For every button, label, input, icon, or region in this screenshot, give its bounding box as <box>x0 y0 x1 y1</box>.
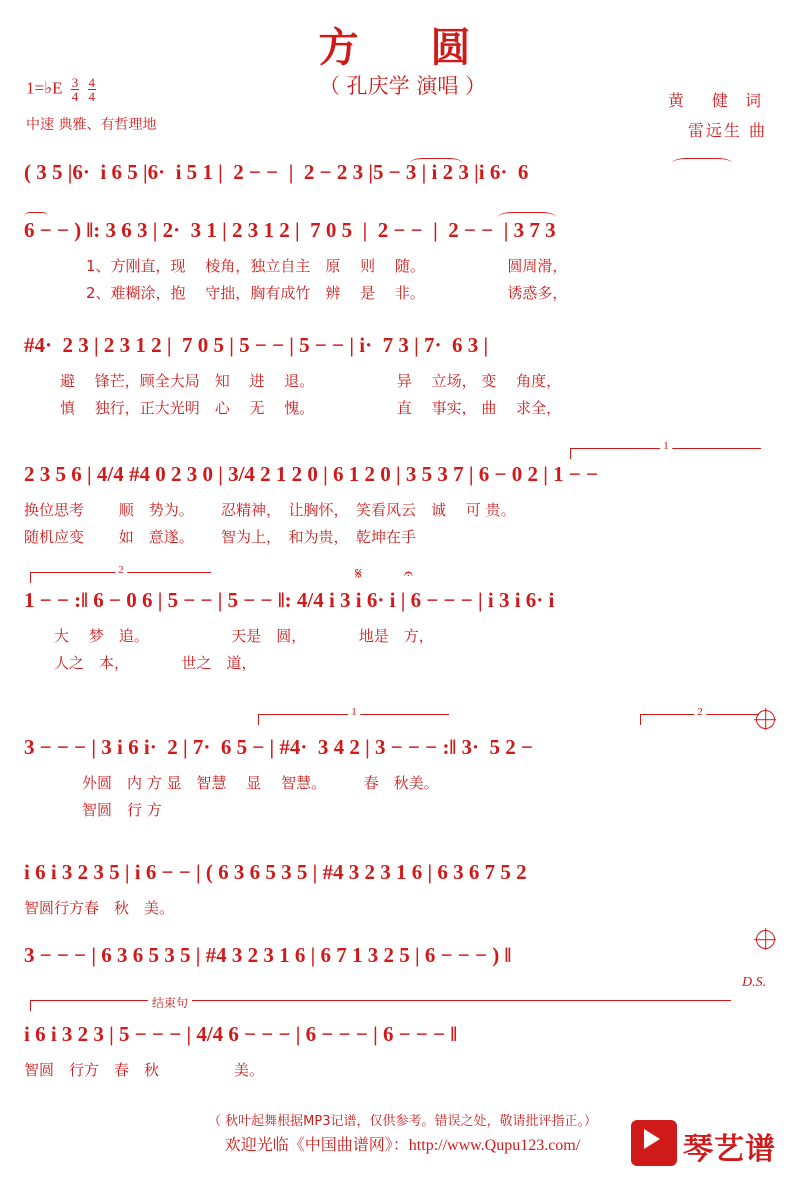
system-8 <box>24 943 782 968</box>
logo-mark-icon <box>631 1120 677 1166</box>
system-7-notes: i 6 i 3 2 3 5 | i 6 − − | ( 6 3 6 5 3 5 | #4 3 2 3 1 6 | 6 3 6 7 5 2 <box>24 860 527 884</box>
ending-bracket-2 <box>30 564 211 583</box>
time-signature-1 <box>71 76 80 103</box>
qupu-logo[interactable] <box>631 1120 791 1166</box>
system-3-lyric-verse2: 慎 独行，正大光明 心 无 愧。 直 事实， 曲 求全， <box>60 399 562 417</box>
slur-icon <box>24 212 48 222</box>
meter1-top: 3 <box>71 75 79 90</box>
ending-bracket-2b <box>640 706 759 725</box>
system-1-notes: ( 3 5 |6· i 6 5 |6· i 5 1 | 2 − − | 2 − 2 3 |5 − 3 | i 2 3 |i 6· 6 <box>24 160 529 184</box>
tempo-marking: 中速 典雅、有哲理地 <box>26 117 157 133</box>
system-9 <box>24 1022 782 1080</box>
coda-icon <box>756 710 775 729</box>
key-label: 1= <box>26 78 45 98</box>
time-signature-2 <box>88 76 97 103</box>
ds-marking: D.S. <box>742 975 767 990</box>
system-2-notes: 6 − − ) ‖: 3 6 3 | 2· 3 1 | 2 3 1 2 | 7 0 5 | 2 − − | 2 − − | 3 7 3 <box>24 218 556 242</box>
slur-icon <box>410 158 462 168</box>
logo-text: 琴艺谱 <box>683 1132 776 1167</box>
system-2 <box>24 218 782 303</box>
ending-bracket-1 <box>570 440 761 459</box>
system-3-notes: #4· 2 3 | 2 3 1 2 | 7 0 5 | 5 − − | 5 − − | i· 7 3 | 7· 6 3 | <box>24 333 489 357</box>
singer-text: （ 孔庆学 演唱 ） <box>318 74 487 98</box>
meter1-bottom: 4 <box>71 89 79 104</box>
ending-number-2b: 2 <box>694 706 706 718</box>
slur-icon <box>672 158 732 168</box>
system-6-lyric-verse2: 智圆 行 方 <box>82 801 162 819</box>
system-7 <box>24 860 782 918</box>
system-9-lyric: 智圆 行方 春 秋 美。 <box>24 1061 265 1079</box>
system-7-lyric: 智圆行方春 秋 美。 <box>24 899 175 917</box>
slur-icon <box>498 212 556 222</box>
system-3-lyric-verse1: 避 锋芒，顾全大局 知 进 退。 异 立场， 变 角度， <box>60 372 562 390</box>
system-5-lyric-verse1: 大 梦 追。 天是 圆， 地是 方， <box>54 627 434 645</box>
system-6 <box>24 735 782 820</box>
system-4-notes: 2 3 5 6 | 4/4 #4 0 2 3 0 | 3/4 2 1 2 0 | 6 1 2 0 | 3 5 3 7 | 6 − 0 2 | 1 − − <box>24 462 599 486</box>
system-5-lyric-verse2: 人之 本， 世之 道， <box>54 654 257 672</box>
key-signature <box>26 76 96 103</box>
segno-icon: 𝄋 <box>355 566 362 583</box>
system-2-lyric-verse2: 2、难糊涂，抱 守拙，胸有成竹 辨 是 非。 诱惑多， <box>86 284 568 302</box>
transcription-note: （ 秋叶起舞根据MP3记谱，仅供参考。错误之处，敬请批评指正。） <box>208 1114 597 1129</box>
system-2-lyric-verse1: 1、方刚直，现 棱角，独立自主 原 则 随。 圆周滑， <box>86 257 568 275</box>
lyricist-credit: 黄 健 词 <box>667 91 767 110</box>
system-3 <box>24 333 782 418</box>
key-value: ♭E <box>44 78 63 98</box>
system-5-notes: 1 − − :‖ 6 − 0 6 | 5 − − | 5 − − ‖: 4/4 i 3 i 6· i | 6 − − − | i 3 i 6· i <box>24 588 555 612</box>
system-8-notes: 3 − − − | 6 3 6 5 3 5 | #4 3 2 3 1 6 | 6 7 1 3 2 5 | 6 − − − ) ‖ <box>24 943 512 967</box>
system-4-lyric-verse2: 随机应变 如 意遂。 智为上， 和为贵， 乾坤在手 <box>24 528 417 546</box>
system-4-lyric-verse1: 换位思考 顺 势为。 忍精神， 让胸怀， 笑看风云 诚 可 贵。 <box>24 501 516 519</box>
system-5 <box>24 588 782 673</box>
ending-number-1b: 1 <box>348 706 360 718</box>
end-phrase-bracket <box>30 1000 731 1011</box>
system-6-lyric-verse1: 外圆 内 方 显 智慧 显 智慧。 春 秋美。 <box>82 774 439 792</box>
system-1 <box>24 160 782 185</box>
page-title: 方 圆 <box>318 25 487 71</box>
ending-number-1: 1 <box>660 440 672 452</box>
composer-credit: 雷远生 曲 <box>687 121 767 140</box>
system-6-notes: 3 − − − | 3 i 6 i· 2 | 7· 6 5 − | #4· 3 4 2 | 3 − − − :‖ 3· 5 2 − <box>24 735 533 759</box>
end-phrase-label: 结束句 <box>148 994 192 1011</box>
meter2-top: 4 <box>88 75 95 90</box>
system-4 <box>24 462 782 547</box>
meter2-bottom: 4 <box>88 89 95 104</box>
ending-bracket-1b <box>258 706 449 725</box>
site-link[interactable]: 欢迎光临《中国曲谱网》：http://www.Qupu123.com/ <box>224 1137 581 1154</box>
ending-number-2: 2 <box>115 564 127 576</box>
system-9-notes: i 6 i 3 2 3 | 5 − − − | 4/4 6 − − − | 6 − − − | 6 − − − ‖ <box>24 1022 458 1046</box>
fermata-icon: 𝄐 <box>404 566 413 583</box>
